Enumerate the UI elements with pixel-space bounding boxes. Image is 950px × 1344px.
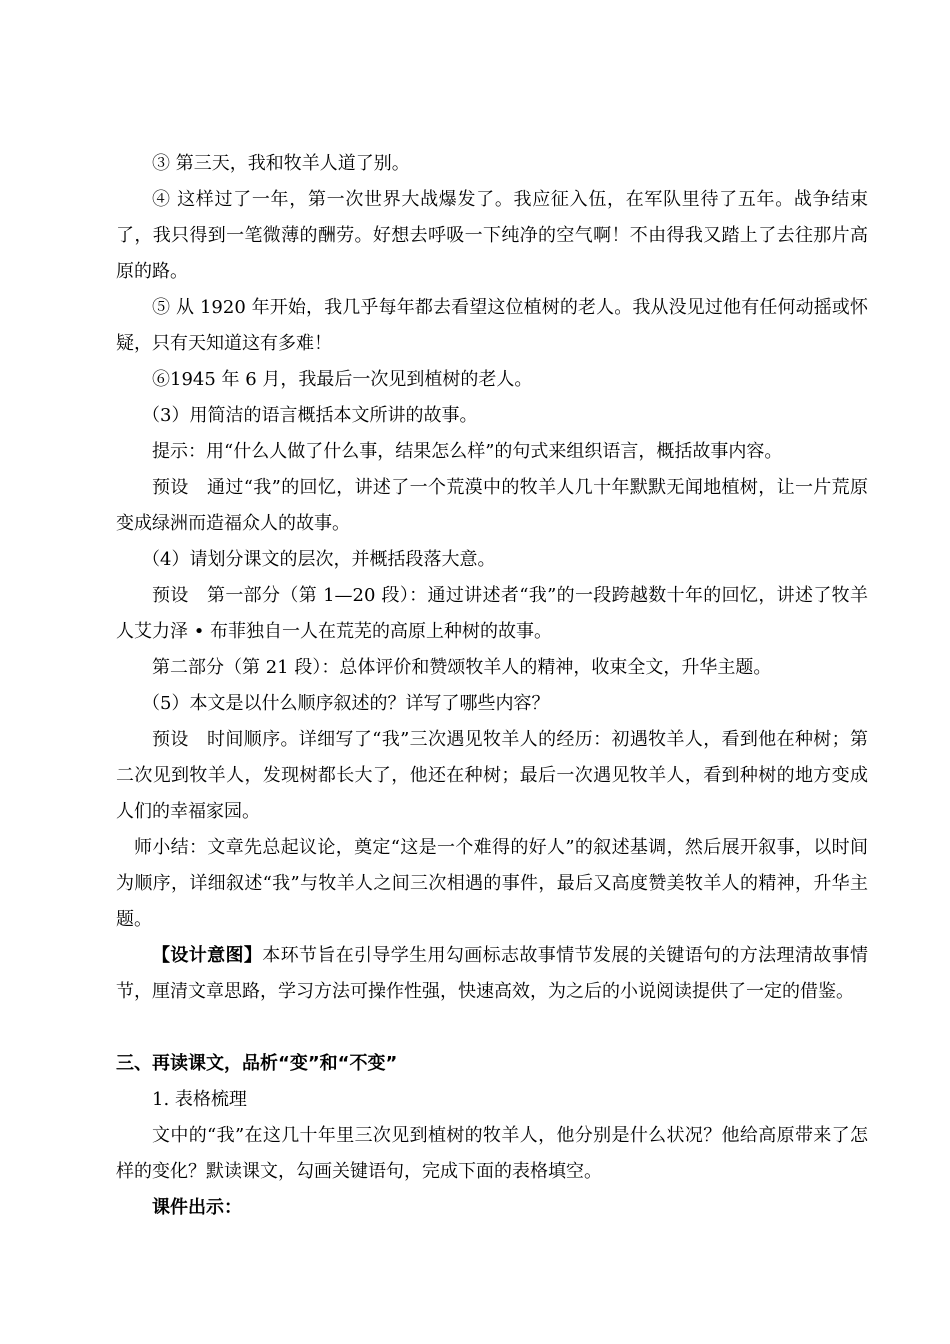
answer-4-part-1: 预设 第一部分（第 1—20 段）：通过讲述者“我”的一段跨越数十年的回忆，讲述了牧羊人艾力泽 • 布菲独自一人在荒芜的高原上种树的故事。 xyxy=(116,585,868,642)
question-5: （5）本文是以什么顺序叙述的？详写了哪些内容？ xyxy=(142,693,550,714)
question-4: （4）请划分课文的层次，并概括段落大意。 xyxy=(142,549,496,570)
design-intent-text: 本环节旨在引导学生用勾画标志故事情节发展的关键语句的方法理清故事情节，厘清文章思路，学习方法可操作性强，快速高效，为之后的小说阅读提供了一定的借鉴。 xyxy=(116,945,869,1002)
hint-paragraph: 提示：用“什么人做了什么事，结果怎么样”的句式来组织语言，概括故事内容。 xyxy=(152,441,783,462)
paragraph-1920: ⑤ 从 1920 年开始，我几乎每年都去看望这位植树的老人。我从没见过他有任何动摇或怀疑，只有天知道这有多难！ xyxy=(116,297,868,354)
answer-3: 预设 通过“我”的回忆，讲述了一个荒漠中的牧羊人几十年默默无闻地植树，让一片荒原变成绿洲而造福众人的故事。 xyxy=(116,477,868,534)
answer-5: 预设 时间顺序。详细写了“我”三次遇见牧羊人的经历：初遇牧羊人，看到他在种树；第二次见到牧羊人，发现树都长大了，他还在种树；最后一次遇见牧羊人，看到种树的地方变成人们的幸福家园。 xyxy=(116,729,868,822)
paragraph-1945: ⑥1945 年 6 月，我最后一次见到植树的老人。 xyxy=(152,369,533,390)
design-intent-label: 【设计意图】 xyxy=(152,945,263,966)
paragraph-third-day: ③ 第三天，我和牧羊人道了别。 xyxy=(152,153,410,174)
sub-heading-table: 1. 表格梳理 xyxy=(152,1089,247,1110)
courseware-label: 课件出示： xyxy=(152,1197,242,1218)
paragraph-war: ④ 这样过了一年，第一次世界大战爆发了。我应征入伍，在军队里待了五年。战争结束了，我只得到一笔微薄的酬劳。好想去呼吸一下纯净的空气啊！不由得我又踏上了去往那片高原的路。 xyxy=(116,189,868,282)
answer-4-part-2: 第二部分（第 21 段）：总体评价和赞颂牧羊人的精神，收束全文，升华主题。 xyxy=(152,657,772,678)
design-intent-paragraph xyxy=(116,938,868,1010)
instruction-paragraph: 文中的“我”在这几十年里三次见到植树的牧羊人，他分别是什么状况？他给高原带来了怎样的变化？默读课文，勾画关键语句，完成下面的表格填空。 xyxy=(116,1125,868,1182)
teacher-summary: 师小结：文章先总起议论，奠定“这是一个难得的好人”的叙述基调，然后展开叙事，以时间为顺序，详细叙述“我”与牧羊人之间三次相遇的事件，最后又高度赞美牧羊人的精神，升华主题。 xyxy=(116,837,868,930)
section-heading: 三、再读课文，品析“变”和“不变” xyxy=(116,1053,398,1074)
question-3: （3）用简洁的语言概括本文所讲的故事。 xyxy=(142,405,478,426)
